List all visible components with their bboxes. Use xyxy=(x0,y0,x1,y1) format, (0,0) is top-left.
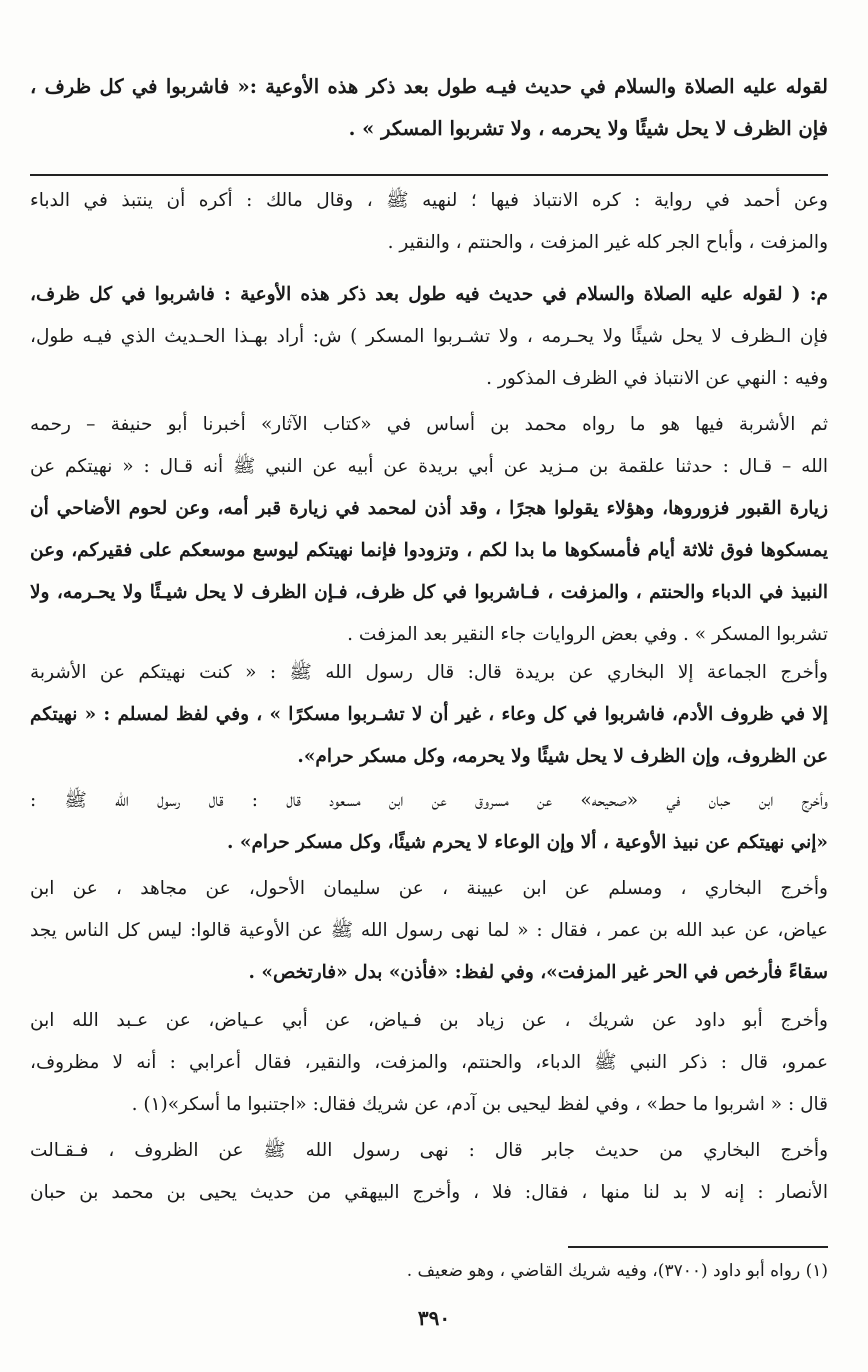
commentary-paragraph xyxy=(30,180,828,264)
commentary-paragraph xyxy=(30,1130,828,1214)
commentary-paragraph xyxy=(30,1000,828,1126)
text-line: قال : « اشربوا ما حط» ، وفي لفظ ليحيى بن آدم، عن شريك فقال: «اجتنبوا ما أسكر»(١) . xyxy=(131,1094,828,1115)
commentary-paragraph xyxy=(30,652,828,778)
matn-divider xyxy=(30,174,828,176)
text-line: إلا في ظروف الأدم، فاشربوا في كل وعاء ، غير أن لا تشـربوا مسكرًا » ، وفي لفظ لمسلم : « نهيتكم xyxy=(30,704,828,725)
text-line: وأخرج الجماعة إلا البخاري عن بريدة قال: قال رسول الله ﷺ : « كنت نهيتكم عن الأشربة xyxy=(30,662,828,683)
text-line: عياض، عن عبد الله بن عمر ، فقال : « لما نهى رسول الله ﷺ عن الأوعية قالوا: ليس كل الناس يجد xyxy=(30,920,828,941)
commentary-paragraph xyxy=(30,404,828,656)
text-line: عمرو، قال : ذكر النبي ﷺ الدباء، والحنتم، والمزفت، والنقير، فقال أعرابي : أنه لا مظروف، xyxy=(30,1052,828,1073)
text-line: وأخرج البخاري من حديث جابر قال : نهى رسول الله ﷺ عن الظروف ، فـقـالت xyxy=(30,1140,828,1161)
matn-text xyxy=(30,66,828,150)
matn-line: لقوله عليه الصلاة والسلام في حديث فيـه طول بعد ذكر هذه الأوعية :« فاشربوا في كل ظرف ، xyxy=(30,75,828,98)
commentary-paragraph xyxy=(30,780,828,864)
footnote: (١) رواه أبو داود (٣٧٠٠)، وفيه شريك القاضي ، وهو ضعيف . xyxy=(406,1261,828,1281)
text-line: زيارة القبور فزوروها، وهؤلاء يقولوا هجرًا ، وقد أذن لمحمد في زيارة قبر أمه، وعن لحوم الأضاحي أن xyxy=(30,498,828,519)
text-line: وأخرج البخاري ، ومسلم عن ابن عيينة ، عن سليمان الأحول، عن مجاهد ، عن ابن xyxy=(30,878,828,899)
text-line: عن الظروف، وإن الظرف لا يحل شيئًا ولا يحرمه، وكل مسكر حرام». xyxy=(297,746,828,767)
footnote-divider xyxy=(568,1246,828,1248)
text-line: والمزفت ، وأباح الجر كله غير المزفت ، والحنتم ، والنقير . xyxy=(387,232,828,253)
text-line: تشربوا المسكر » . وفي بعض الروايات جاء النقير بعد المزفت . xyxy=(347,624,828,645)
text-line: يمسكوها فوق ثلاثة أيام فأمسكوها ما بدا لكم ، وتزودوا فإنما نهيتكم ليوسع موسعكم على فقيركم، وعن xyxy=(30,540,828,561)
text-line: فإن الـظرف لا يحل شيئًا ولا يحـرمه ، ولا تشـربوا المسكر ) ش: أراد بهـذا الحـديث الذي فيـه طول، xyxy=(30,326,828,347)
text-line: الله – قـال : حدثنا علقمة بن مـزيد عن أبي بريدة عن أبيه عن النبي ﷺ أنه قـال : « نهيتكم عن xyxy=(30,456,828,477)
commentary-paragraph xyxy=(30,274,828,400)
page-number: ٣٩٠ xyxy=(417,1306,451,1330)
text-line: «إني نهيتكم عن نبيذ الأوعية ، ألا وإن الوعاء لا يحرم شيئًا، وكل مسكر حرام» . xyxy=(227,832,828,853)
text-line: م: ( لقوله عليه الصلاة والسلام في حديث فيه طول بعد ذكر هذه الأوعية : فاشربوا في كل ظرف، xyxy=(30,284,828,305)
text-line: الأنصار : إنه لا بد لنا منها ، فقال: فلا ، وأخرج البيهقي من حديث يحيى بن محمد بن حبان xyxy=(30,1182,828,1203)
text-line: سقاءً فأرخص في الحر غير المزفت»، وفي لفظ: «فأذن» بدل «فارتخص» . xyxy=(248,962,828,983)
text-line: وعن أحمد في رواية : كره الانتباذ فيها ؛ لنهيه ﷺ ، وقال مالك : أكره أن ينتبذ في الدباء xyxy=(30,190,828,211)
matn-line: فإن الظرف لا يحل شيئًا ولا يحرمه ، ولا تشربوا المسكر » . xyxy=(348,117,828,140)
text-line: ثم الأشربة فيها هو ما رواه محمد بن أساس في «كتاب الآثار» أخبرنا أبو حنيفة – رحمه xyxy=(30,414,828,435)
text-line: وأخرج ابن حبان في «صحيحه» عن مسروق عن ابن مسعود قال : قال رسول الله ﷺ : xyxy=(30,790,828,811)
text-line: النبيذ في الدباء والحنتم ، والمزفت ، فـاشربوا في كل ظرف، فـإن الظرف لا يحل شيـئًا ولا يحـرمه، ولا xyxy=(30,582,828,603)
commentary-paragraph xyxy=(30,868,828,994)
text-line: وفيه : النهي عن الانتباذ في الظرف المذكور . xyxy=(486,368,828,389)
text-line: وأخرج أبو داود عن شريك ، عن زياد بن فـياض، عن أبي عـياض، عن عـبد الله ابن xyxy=(30,1010,828,1031)
